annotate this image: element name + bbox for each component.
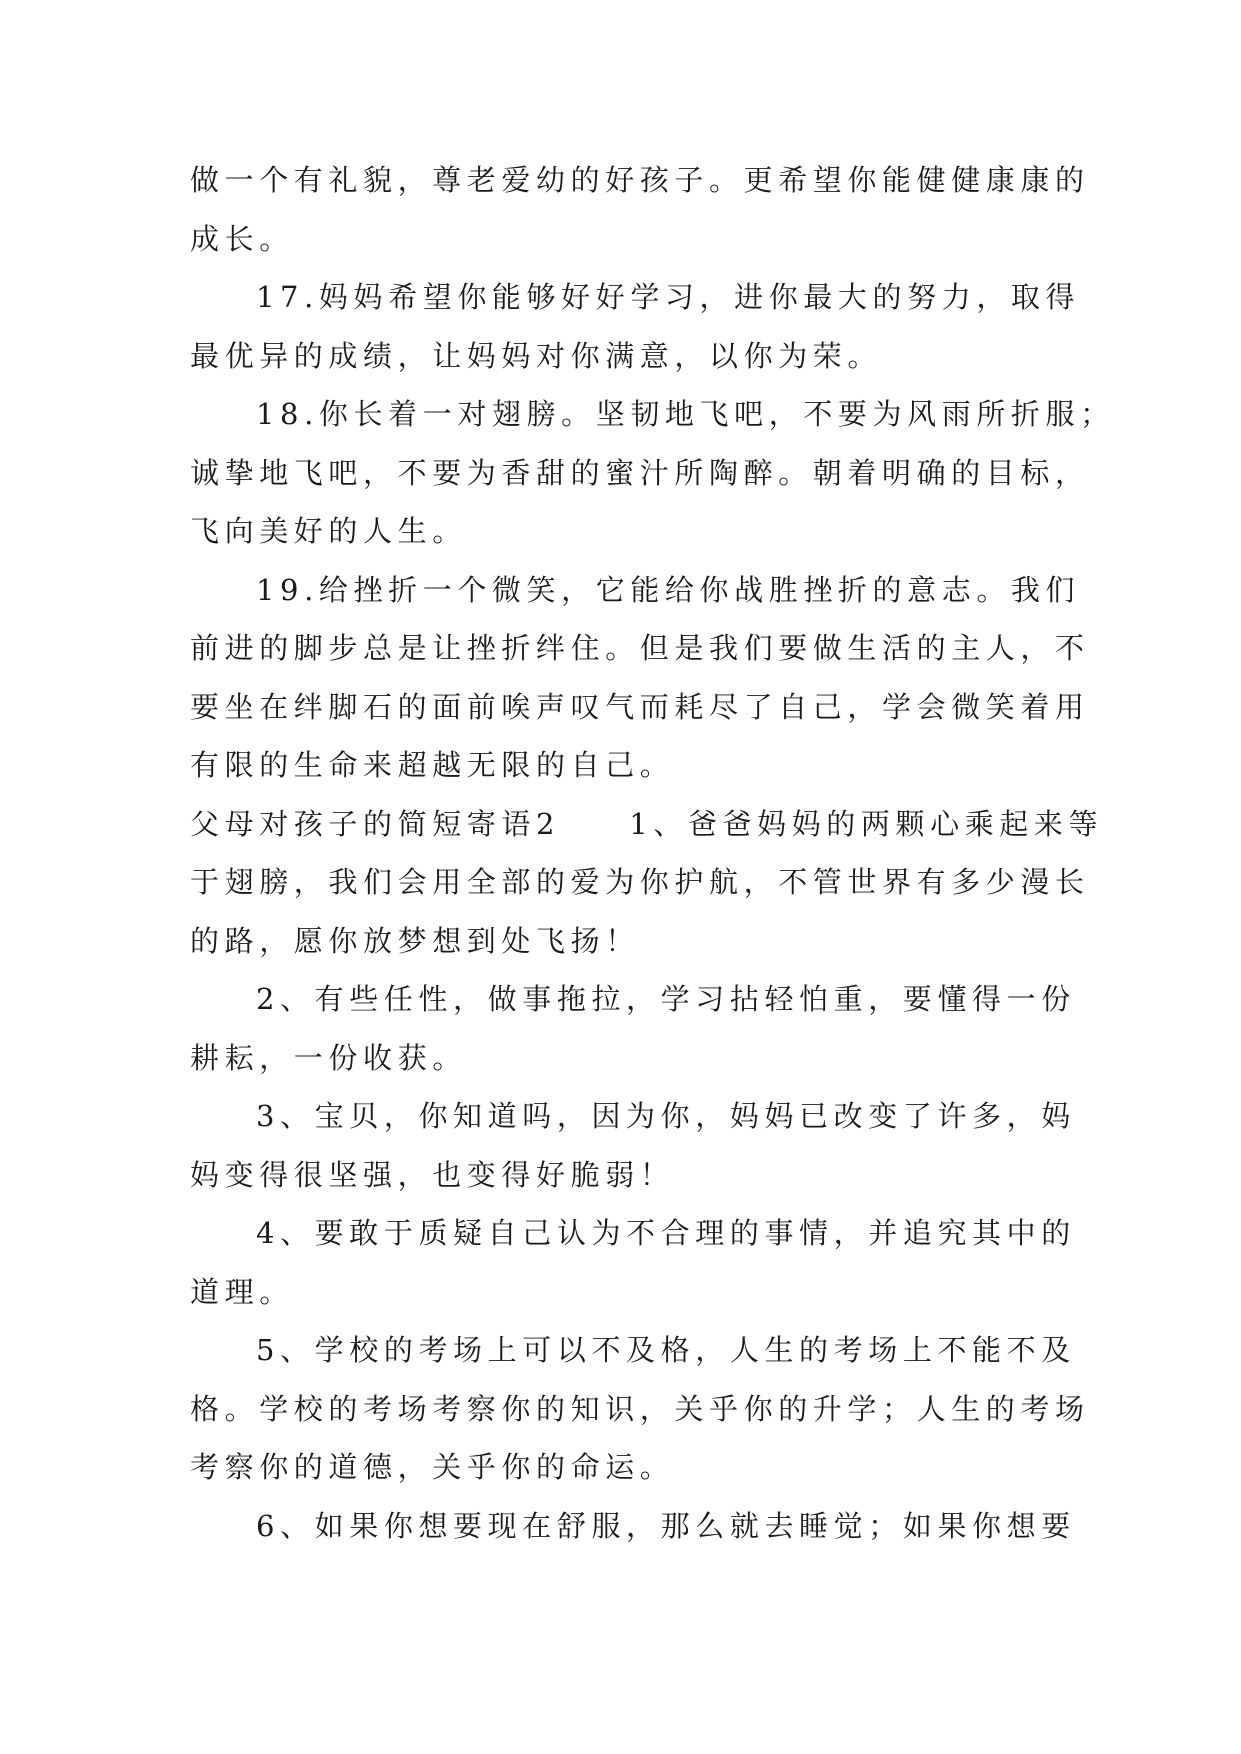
paragraph-continuation — [190, 151, 1090, 268]
paragraph-item-17 — [190, 268, 1081, 385]
text-line: 5、学校的考场上可以不及格，人生的考场上不能不及 — [256, 1333, 1076, 1367]
document-page — [190, 151, 1115, 1555]
section-heading-line: 父母对孩子的简短寄语2 1、爸爸妈妈的两颗心乘起来等 — [190, 806, 1104, 841]
paragraph-item-4 — [190, 1204, 1076, 1321]
text-line: 诚挚地飞吧，不要为香甜的蜜汁所陶醉。朝着明确的目标， — [190, 455, 1090, 490]
paragraph-section-2-start — [190, 795, 1104, 971]
text-line: 格。学校的考场考察你的知识，关乎你的升学；人生的考场 — [190, 1391, 1090, 1426]
text-line: 最优异的成绩，让妈妈对你满意，以你为荣。 — [190, 338, 883, 373]
text-line: 妈变得很坚强，也变得好脆弱！ — [190, 1157, 675, 1192]
paragraph-item-6 — [190, 1497, 1076, 1556]
text-line: 4、要敢于质疑自己认为不合理的事情，并追究其中的 — [256, 1216, 1076, 1250]
text-line: 飞向美好的人生。 — [190, 514, 467, 548]
text-line: 3、宝贝，你知道吗，因为你，妈妈已改变了许多，妈 — [256, 1099, 1076, 1133]
text-line: 2、有些任性，做事拖拉，学习拈轻怕重，要懂得一份 — [256, 982, 1076, 1016]
paragraph-item-5 — [190, 1321, 1090, 1497]
text-line: 18.你长着一对翅膀。坚韧地飞吧，不要为风雨所折服； — [256, 397, 1115, 431]
text-line: 17.妈妈希望你能够好好学习，进你最大的努力，取得 — [256, 280, 1081, 314]
text-line: 考察你的道德，关乎你的命运。 — [190, 1450, 675, 1484]
text-line: 前进的脚步总是让挫折绊住。但是我们要做生活的主人，不 — [190, 631, 1090, 665]
text-line: 于翅膀，我们会用全部的爱为你护航，不管世界有多少漫长 — [190, 865, 1090, 899]
paragraph-item-3 — [190, 1087, 1076, 1204]
text-line: 要坐在绊脚石的面前唉声叹气而耗尽了自己，学会微笑着用 — [190, 689, 1090, 724]
paragraph-item-19 — [190, 561, 1090, 795]
paragraph-item-2 — [190, 970, 1076, 1087]
text-line: 成长。 — [190, 221, 294, 256]
text-line: 有限的生命来超越无限的自己。 — [190, 748, 675, 782]
text-line: 6、如果你想要现在舒服，那么就去睡觉；如果你想要 — [256, 1508, 1076, 1543]
paragraph-item-18 — [190, 385, 1115, 561]
text-line: 道理。 — [190, 1274, 294, 1309]
text-line: 耕耘，一份收获。 — [190, 1040, 467, 1075]
text-line: 的路，愿你放梦想到处飞扬！ — [190, 923, 640, 958]
text-line: 做一个有礼貌，尊老爱幼的好孩子。更希望你能健健康康的 — [190, 163, 1090, 197]
text-line: 19.给挫折一个微笑，它能给你战胜挫折的意志。我们 — [256, 572, 1081, 607]
